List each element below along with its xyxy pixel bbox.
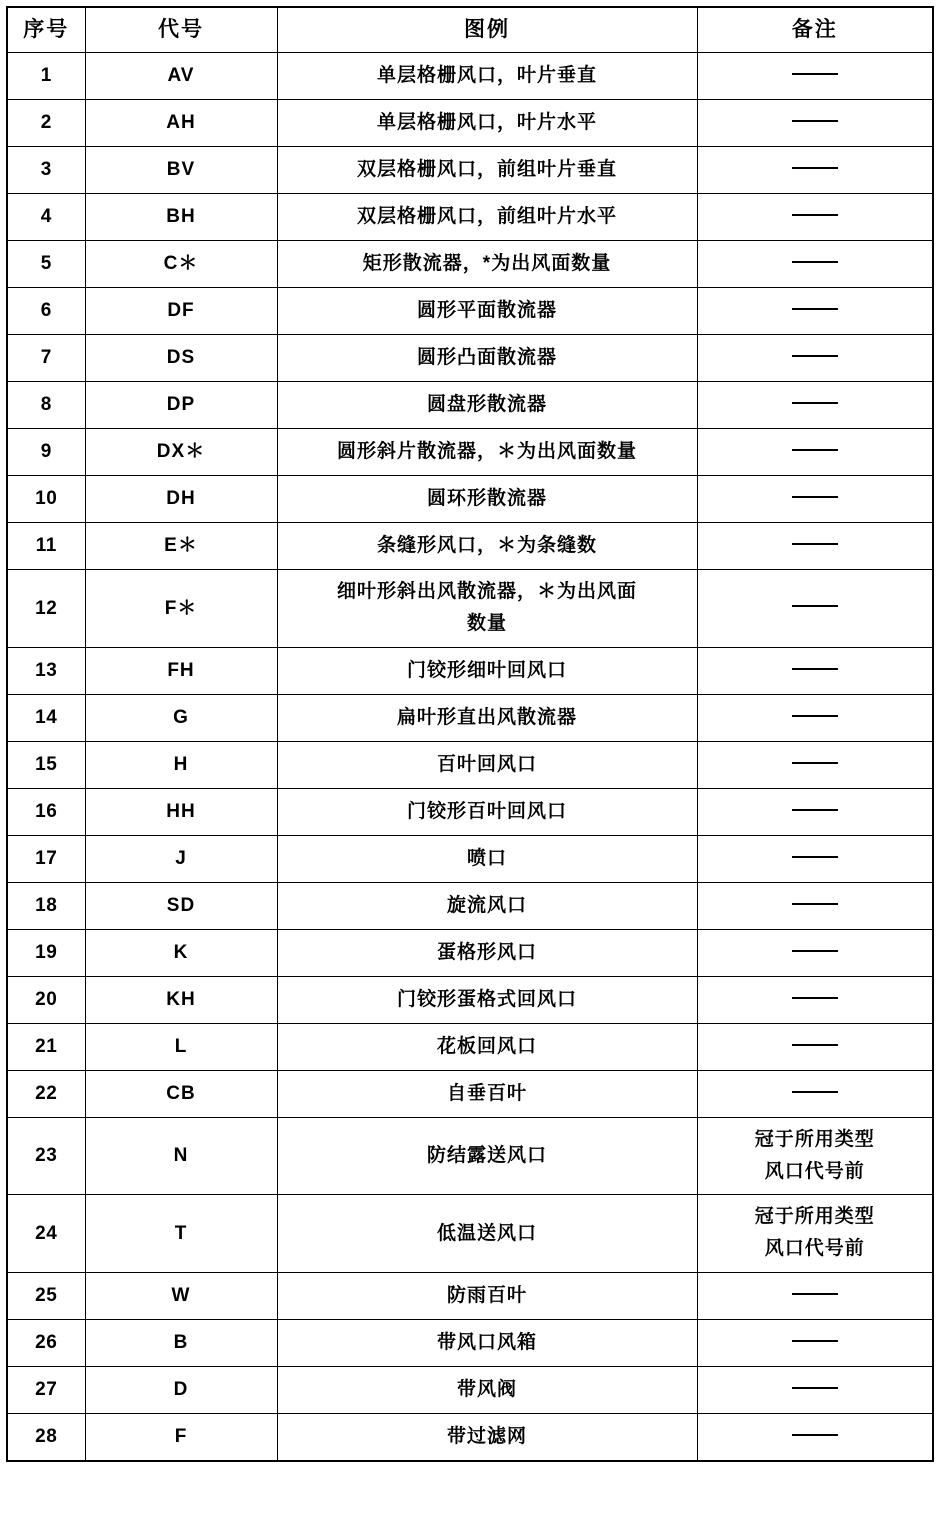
table-row [7,288,933,335]
cell-desc: 圆环形散流器 [277,476,697,523]
cell-desc: 圆形平面散流器 [277,288,697,335]
dash-icon [792,214,838,216]
cell-code: F [85,1413,277,1461]
cell-note [697,788,933,835]
table-row [7,147,933,194]
cell-note [697,835,933,882]
cell-no: 13 [7,647,85,694]
table-row [7,976,933,1023]
cell-code: F＊ [85,570,277,648]
cell-note [697,429,933,476]
table-header-row [7,7,933,53]
cell-desc: 喷口 [277,835,697,882]
cell-code: KH [85,976,277,1023]
cell-desc: 门铰形蛋格式回风口 [277,976,697,1023]
cell-desc: 百叶回风口 [277,741,697,788]
cell-note [697,882,933,929]
table-row [7,1366,933,1413]
cell-no: 17 [7,835,85,882]
cell-no: 24 [7,1195,85,1273]
dash-icon [792,997,838,999]
dash-icon [792,308,838,310]
table-row [7,570,933,648]
cell-code: AH [85,100,277,147]
cell-desc: 圆形斜片散流器，＊为出风面数量 [277,429,697,476]
cell-code: E＊ [85,523,277,570]
dash-icon [792,668,838,670]
cell-note-line2: 风口代号前 [764,1160,865,1182]
cell-note [697,1366,933,1413]
dash-icon [792,449,838,451]
cell-desc: 圆盘形散流器 [277,382,697,429]
cell-no: 1 [7,53,85,100]
cell-desc: 旋流风口 [277,882,697,929]
cell-note [697,929,933,976]
cell-desc: 圆形凸面散流器 [277,335,697,382]
cell-note [697,1195,933,1273]
cell-code: BH [85,194,277,241]
table-row [7,53,933,100]
cell-desc: 低温送风口 [277,1195,697,1273]
cell-no: 20 [7,976,85,1023]
cell-note [697,382,933,429]
table-row [7,429,933,476]
cell-code: BV [85,147,277,194]
cell-no: 15 [7,741,85,788]
column-header-no: 序号 [7,7,85,53]
table-row [7,1023,933,1070]
cell-no: 7 [7,335,85,382]
cell-code: K [85,929,277,976]
table-row [7,1413,933,1461]
table-row [7,241,933,288]
cell-desc [277,570,697,648]
dash-icon [792,1434,838,1436]
cell-desc: 双层格栅风口，前组叶片垂直 [277,147,697,194]
cell-desc: 门铰形细叶回风口 [277,647,697,694]
cell-desc: 防雨百叶 [277,1272,697,1319]
cell-no: 19 [7,929,85,976]
column-header-legend: 图例 [277,7,697,53]
cell-no: 23 [7,1117,85,1195]
cell-no: 3 [7,147,85,194]
dash-icon [792,120,838,122]
cell-no: 14 [7,694,85,741]
cell-no: 9 [7,429,85,476]
table-row [7,835,933,882]
cell-code: DX＊ [85,429,277,476]
dash-icon [792,167,838,169]
cell-no: 12 [7,570,85,648]
cell-code: HH [85,788,277,835]
cell-note [697,1070,933,1117]
cell-code: N [85,1117,277,1195]
cell-no: 6 [7,288,85,335]
cell-note [697,523,933,570]
cell-note [697,147,933,194]
cell-no: 26 [7,1319,85,1366]
cell-no: 11 [7,523,85,570]
cell-desc: 矩形散流器，*为出风面数量 [277,241,697,288]
cell-no: 2 [7,100,85,147]
cell-note-line2: 风口代号前 [764,1238,865,1260]
table-row [7,1070,933,1117]
cell-desc: 单层格栅风口，叶片水平 [277,100,697,147]
cell-desc: 花板回风口 [277,1023,697,1070]
dash-icon [792,496,838,498]
cell-no: 22 [7,1070,85,1117]
cell-code: DS [85,335,277,382]
cell-note [697,1319,933,1366]
cell-note-line1: 冠于所用类型 [754,1128,875,1150]
dash-icon [792,809,838,811]
table-row [7,741,933,788]
table-row [7,382,933,429]
dash-icon [792,73,838,75]
dash-icon [792,1091,838,1093]
dash-icon [792,950,838,952]
cell-code: DP [85,382,277,429]
air-outlet-legend-table [6,6,934,1462]
cell-note [697,194,933,241]
cell-code: D [85,1366,277,1413]
cell-no: 27 [7,1366,85,1413]
cell-note [697,241,933,288]
dash-icon [792,402,838,404]
table-row [7,929,933,976]
cell-desc: 蛋格形风口 [277,929,697,976]
cell-note-line1: 冠于所用类型 [754,1206,875,1228]
cell-note [697,288,933,335]
dash-icon [792,1293,838,1295]
cell-note [697,476,933,523]
table-header [7,7,933,53]
cell-code: DH [85,476,277,523]
dash-icon [792,605,838,607]
table-body [7,53,933,1461]
table-row [7,1272,933,1319]
cell-code: T [85,1195,277,1273]
cell-no: 25 [7,1272,85,1319]
cell-desc: 带过滤网 [277,1413,697,1461]
table-row [7,100,933,147]
dash-icon [792,715,838,717]
cell-code: G [85,694,277,741]
cell-desc: 带风口风箱 [277,1319,697,1366]
cell-desc-line1: 细叶形斜出风散流器，＊为出风面 [336,581,637,602]
table-row [7,882,933,929]
cell-no: 10 [7,476,85,523]
cell-note [697,741,933,788]
dash-icon [792,762,838,764]
cell-note [697,1117,933,1195]
cell-code: B [85,1319,277,1366]
dash-icon [792,1340,838,1342]
cell-code: AV [85,53,277,100]
cell-desc: 防结露送风口 [277,1117,697,1195]
table-row [7,1195,933,1273]
table-row [7,194,933,241]
cell-note [697,976,933,1023]
cell-desc: 扁叶形直出风散流器 [277,694,697,741]
column-header-remark: 备注 [697,7,933,53]
cell-no: 5 [7,241,85,288]
table-row [7,1117,933,1195]
column-header-code: 代号 [85,7,277,53]
cell-no: 8 [7,382,85,429]
cell-note [697,1272,933,1319]
cell-desc: 条缝形风口，＊为条缝数 [277,523,697,570]
cell-code: L [85,1023,277,1070]
dash-icon [792,903,838,905]
cell-note [697,1023,933,1070]
cell-code: J [85,835,277,882]
cell-note [697,335,933,382]
dash-icon [792,543,838,545]
cell-note [697,1413,933,1461]
table-row [7,523,933,570]
table-row [7,647,933,694]
cell-code: FH [85,647,277,694]
table-row [7,476,933,523]
dash-icon [792,261,838,263]
cell-desc: 双层格栅风口，前组叶片水平 [277,194,697,241]
cell-no: 18 [7,882,85,929]
cell-desc: 单层格栅风口，叶片垂直 [277,53,697,100]
cell-code: C＊ [85,241,277,288]
cell-code: SD [85,882,277,929]
dash-icon [792,1387,838,1389]
cell-code: DF [85,288,277,335]
cell-note [697,53,933,100]
cell-desc: 带风阀 [277,1366,697,1413]
cell-no: 16 [7,788,85,835]
table-row [7,335,933,382]
cell-note [697,570,933,648]
dash-icon [792,1044,838,1046]
cell-note [697,100,933,147]
cell-code: H [85,741,277,788]
cell-note [697,647,933,694]
cell-note [697,694,933,741]
cell-no: 4 [7,194,85,241]
cell-no: 21 [7,1023,85,1070]
dash-icon [792,856,838,858]
dash-icon [792,355,838,357]
cell-desc: 自垂百叶 [277,1070,697,1117]
cell-no: 28 [7,1413,85,1461]
cell-desc: 门铰形百叶回风口 [277,788,697,835]
cell-code: W [85,1272,277,1319]
table-row [7,694,933,741]
cell-desc-line2: 数量 [466,613,507,635]
cell-code: CB [85,1070,277,1117]
table-row [7,788,933,835]
table-row [7,1319,933,1366]
